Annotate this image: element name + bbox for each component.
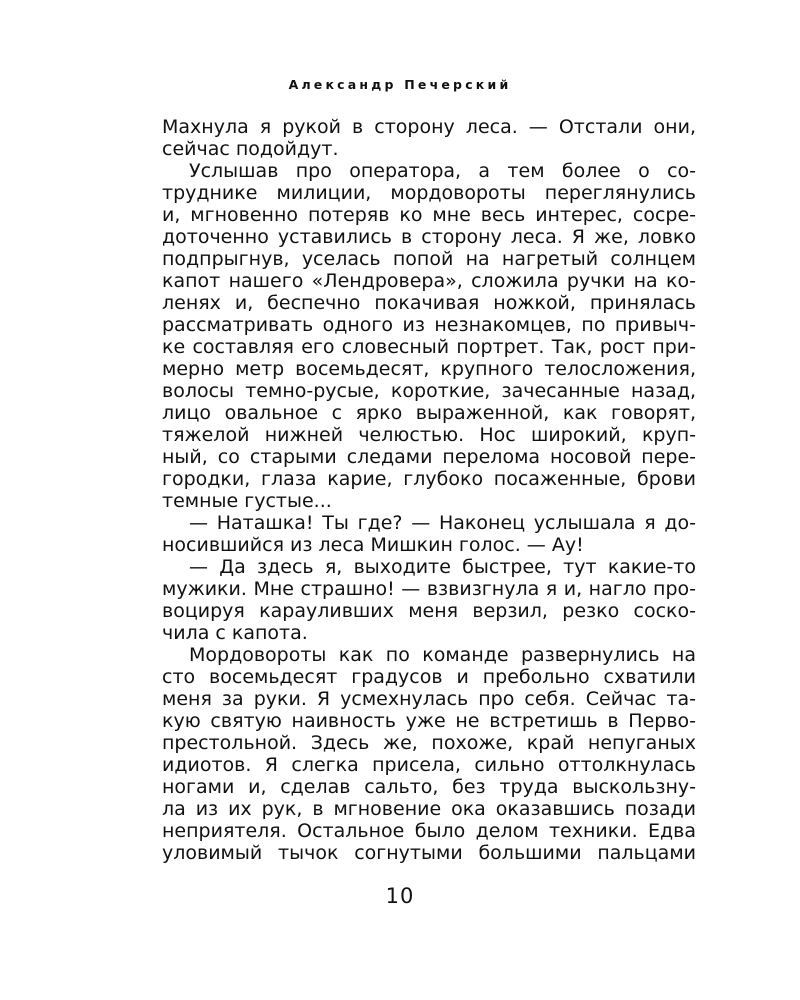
text-line: мерно метр восемьдесят, крупного телосложения, (162, 358, 696, 380)
text-line: лицо овальное с ярко выраженной, как говорят, (162, 402, 696, 424)
text-line: идиотов. Я слегка присела, сильно оттолкнулась (162, 754, 696, 776)
text-line: ла из их рук, в мгновение ока оказавшись позади (162, 798, 696, 820)
text-line: престольной. Здесь же, похоже, край непуганых (162, 732, 696, 754)
text-line: ленях и, беспечно покачивая ножкой, принялась (162, 292, 696, 314)
text-line: темные густые... (162, 490, 332, 512)
text-line: мужики. Мне страшно! — взвизгнула я и, нагло про- (162, 578, 696, 600)
text-line: носившийся из леса Мишкин голос. — Ау! (162, 534, 584, 556)
text-line: капот нашего «Лендровера», сложила ручки на ко- (162, 270, 696, 292)
text-line: подпрыгнув, уселась попой на нагретый солнцем (162, 248, 696, 270)
text-line: — Наташка! Ты где? — Наконец услышала я до- (189, 512, 696, 534)
running-header: Александр Печерский (288, 77, 512, 92)
text-line: кую святую наивность уже не встретишь в Перво- (162, 710, 696, 732)
text-line: тяжелой нижней челюстью. Нос широкий, круп- (162, 424, 696, 446)
text-line: неприятеля. Остальное было делом техники. Едва (162, 820, 696, 842)
text-line: Махнула я рукой в сторону леса. — Отстали они, (162, 116, 696, 138)
text-line: и, мгновенно потеряв ко мне весь интерес, сосре- (162, 204, 696, 226)
text-line: труднике милиции, мордовороты переглянулись (162, 182, 696, 204)
text-line: ный, со старыми следами перелома носовой пере- (162, 446, 696, 468)
text-line: — Да здесь я, выходите быстрее, тут какие-то (189, 556, 696, 578)
text-line: Услышав про оператора, а тем более о со- (189, 160, 696, 182)
text-line: рассматривать одного из незнакомцев, по привыч- (162, 314, 696, 336)
body-text (162, 116, 696, 864)
text-line: ке составляя его словесный портрет. Так, рост при- (162, 336, 696, 358)
text-line: воцируя карауливших меня верзил, резко соско- (162, 600, 696, 622)
text-line: меня за руки. Я усмехнулась про себя. Сейчас та- (162, 688, 696, 710)
text-line: доточенно уставились в сторону леса. Я же, ловко (162, 226, 696, 248)
page-number: 10 (385, 884, 415, 908)
text-line: волосы темно-русые, короткие, зачесанные назад, (162, 380, 696, 402)
text-line: сейчас подойдут. (162, 138, 339, 160)
text-line: ногами и, сделав сальто, без труда выскользну- (162, 776, 696, 798)
text-line: уловимый тычок согнутыми большими пальцами (162, 842, 696, 864)
text-line: чила с капота. (162, 622, 308, 644)
text-line: Мордовороты как по команде развернулись на (189, 644, 696, 666)
text-line: городки, глаза карие, глубоко посаженные, брови (162, 468, 696, 490)
text-line: сто восемьдесят градусов и пребольно схватили (162, 666, 696, 688)
